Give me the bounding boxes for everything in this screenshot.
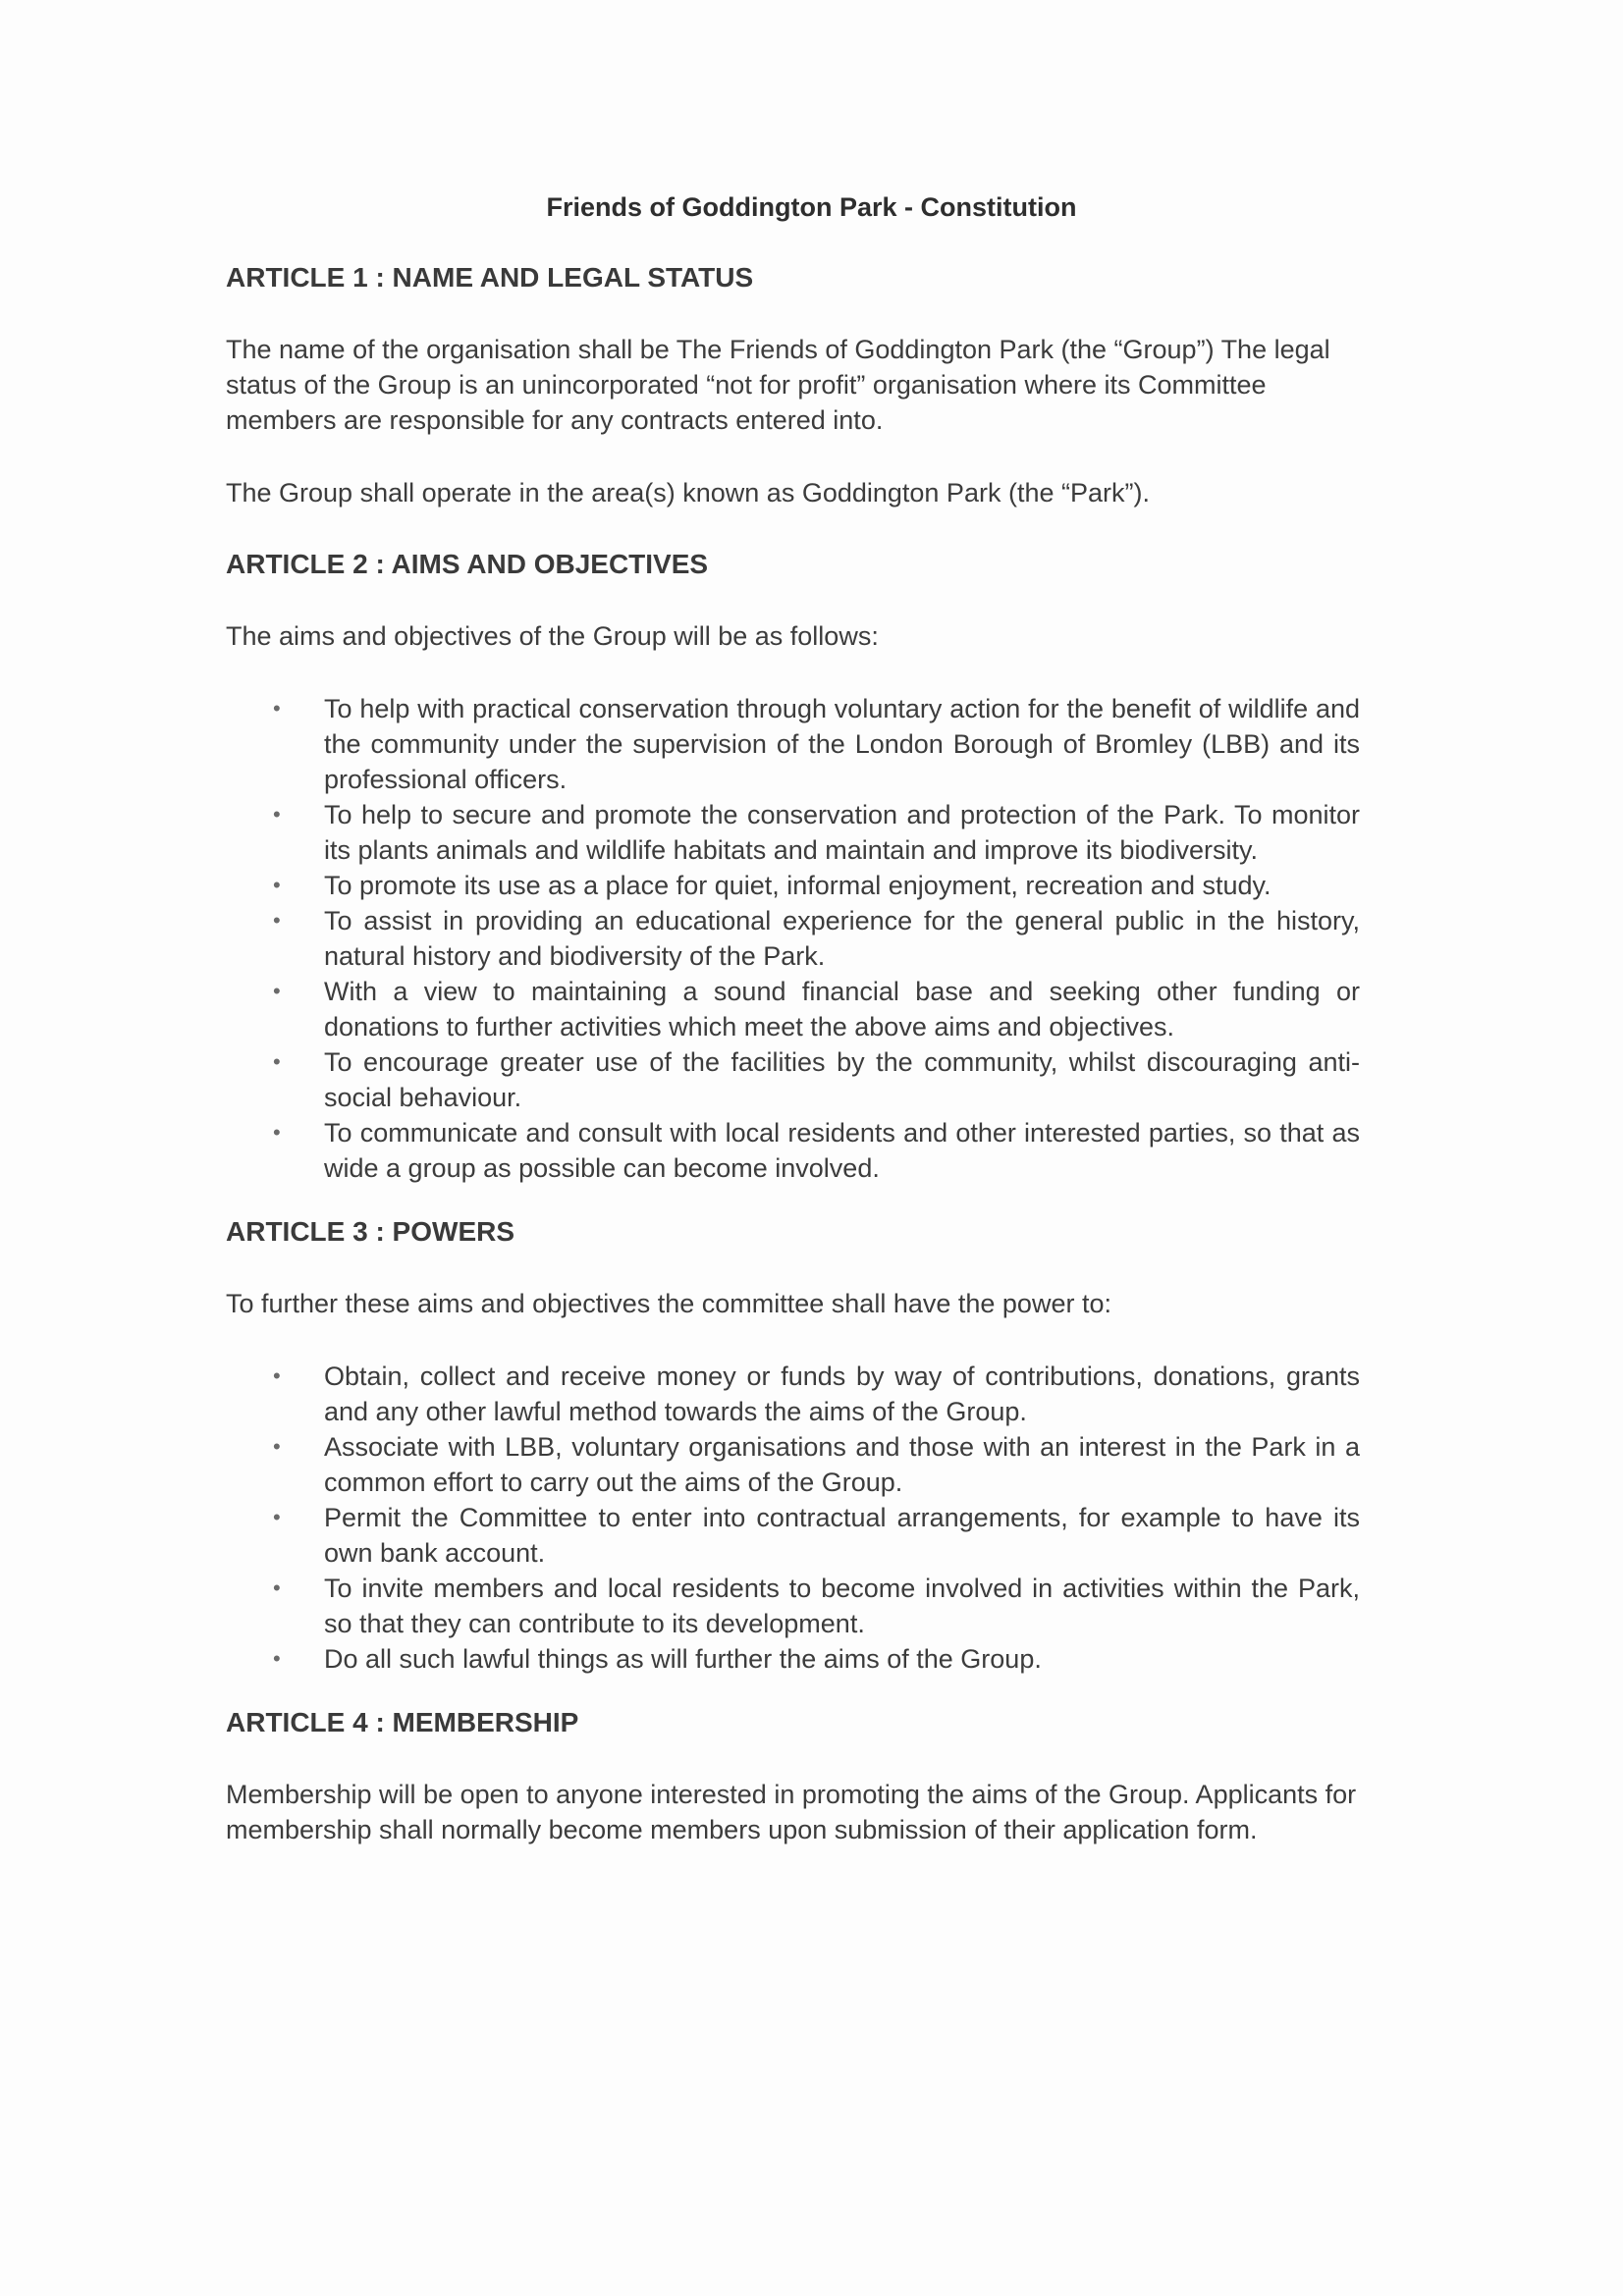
article-2-heading: ARTICLE 2 : AIMS AND OBJECTIVES — [226, 549, 709, 579]
article-1 — [226, 261, 1360, 510]
bullet-icon: • — [273, 696, 281, 721]
list-item: • To encourage greater use of the facilities by the community, whilst discouraging anti-social behaviour. — [324, 1044, 1360, 1115]
list-item: • To promote its use as a place for quiet, informal enjoyment, recreation and study. — [324, 868, 1360, 903]
list-item: • To help to secure and promote the conservation and protection of the Park. To monitor its plants animals and wildlife habitats and maintain and improve its biodiversity. — [324, 797, 1360, 868]
article-1-paragraph-1: The name of the organisation shall be The Friends of Goddington Park (the “Group”) The legal status of the Group is an unincorporated “not for profit” organisation where its Committee members are responsible for any contracts entered into. — [226, 335, 1330, 435]
list-item: • With a view to maintaining a sound financial base and seeking other funding or donations to further activities which meet the above aims and objectives. — [324, 974, 1360, 1044]
article-4 — [226, 1706, 1360, 1847]
list-item: • Permit the Committee to enter into contractual arrangements, for example to have its own bank account. — [324, 1500, 1360, 1571]
article-3-intro: To further these aims and objectives the committee shall have the power to: — [226, 1289, 1111, 1318]
article-2-list — [226, 691, 1360, 1186]
bullet-icon: • — [273, 1049, 281, 1074]
article-4-paragraph-1: Membership will be open to anyone interested in promoting the aims of the Group. Applicants for membership shall normally become members upon submission of their application form. — [226, 1780, 1357, 1844]
bullet-icon: • — [273, 1434, 281, 1459]
bullet-icon: • — [273, 1575, 281, 1600]
list-item: • To invite members and local residents to become involved in activities within the Park, so that they can contribute to its development. — [324, 1571, 1360, 1641]
list-item: • To communicate and consult with local residents and other interested parties, so that as wide a group as possible can become involved. — [324, 1115, 1360, 1186]
list-item: • Do all such lawful things as will further the aims of the Group. — [324, 1641, 1360, 1677]
article-2 — [226, 548, 1360, 1186]
list-item: • Associate with LBB, voluntary organisations and those with an interest in the Park in a common effort to carry out the aims of the Group. — [324, 1429, 1360, 1500]
list-item: • To assist in providing an educational experience for the general public in the history, natural history and biodiversity of the Park. — [324, 903, 1360, 974]
bullet-icon: • — [273, 1363, 281, 1388]
bullet-icon: • — [273, 908, 281, 933]
bullet-icon: • — [273, 979, 281, 1003]
article-3-heading: ARTICLE 3 : POWERS — [226, 1216, 515, 1247]
article-3 — [226, 1215, 1360, 1677]
article-1-heading: ARTICLE 1 : NAME AND LEGAL STATUS — [226, 262, 754, 293]
article-4-heading: ARTICLE 4 : MEMBERSHIP — [226, 1707, 579, 1737]
document-title: Friends of Goddington Park - Constitution — [546, 192, 1077, 222]
bullet-icon: • — [273, 873, 281, 897]
list-item: • Obtain, collect and receive money or funds by way of contributions, donations, grants and any other lawful method towards the aims of the Group. — [324, 1359, 1360, 1429]
article-1-paragraph-2: The Group shall operate in the area(s) known as Goddington Park (the “Park”). — [226, 478, 1150, 507]
bullet-icon: • — [273, 1120, 281, 1145]
bullet-icon: • — [273, 1505, 281, 1529]
list-item: • To help with practical conservation through voluntary action for the benefit of wildlife and the community under the supervision of the London Borough of Bromley (LBB) and its professional officers. — [324, 691, 1360, 797]
bullet-icon: • — [273, 802, 281, 827]
article-2-intro: The aims and objectives of the Group will be as follows: — [226, 621, 879, 651]
document-body — [226, 261, 1360, 1885]
bullet-icon: • — [273, 1646, 281, 1671]
article-3-list — [226, 1359, 1360, 1677]
